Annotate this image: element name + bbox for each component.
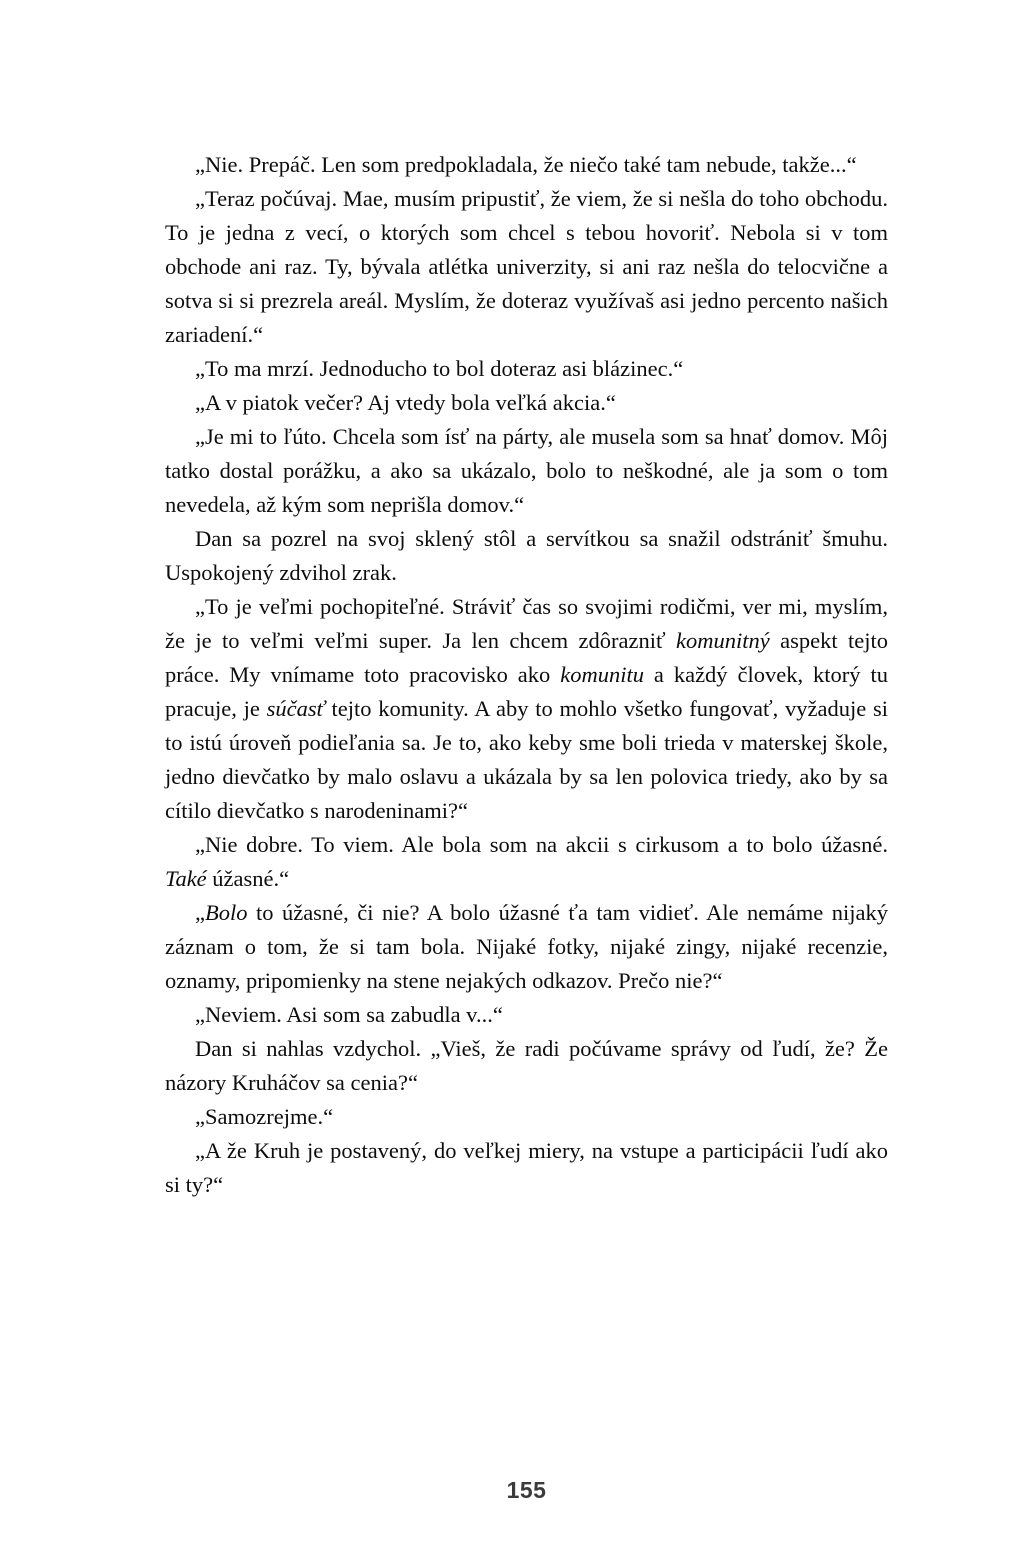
text-segment: Dan si nahlas vzdychol. „Vieš, že radi počúvame správy od ľudí, že? Že názory Kruháčov sa cenia?“ [165,1036,888,1095]
text-segment: „Nie dobre. To viem. Ale bola som na akcii s cirkusom a to bolo úžasné. [195,832,888,857]
paragraph [165,522,888,590]
paragraph [165,1032,888,1100]
italic-text: súčasť [266,696,325,721]
paragraph [165,1134,888,1202]
paragraph [165,352,888,386]
page-text [165,148,888,1202]
paragraph [165,828,888,896]
text-segment: tejto komunity. A aby to mohlo všetko fungovať, vyžaduje si to istú úroveň podieľania sa. Je to, ako keby sme boli trieda v materskej škole, jedno dievčatko by malo oslavu a ukázala by sa len polovica triedy, ako by sa cítilo dievčatko s narodeninami?“ [165,696,888,823]
italic-text: komunitný [676,628,770,653]
text-segment: „To je veľmi pochopiteľné. Stráviť čas so svojimi rodičmi, ver mi, myslím, že je to veľmi veľmi super. Ja len chcem zdôrazniť [165,594,888,653]
paragraph [165,896,888,998]
text-segment: „Nie. Prepáč. Len som predpokladala, že niečo také tam nebude, takže...“ [195,152,857,177]
italic-text: Také [165,866,207,891]
text-segment: „ [195,900,205,925]
text-segment: „Je mi to ľúto. Chcela som ísť na párty, ale musela som sa hnať domov. Môj tatko dostal porážku, a ako sa ukázalo, bolo to neškodné, ale ja som o tom nevedela, až kým som neprišla domov.“ [165,424,888,517]
text-segment: „Samozrejme.“ [195,1104,334,1129]
text-segment: „Teraz počúvaj. Mae, musím pripustiť, že viem, že si nešla do toho obchodu. To je jedna z vecí, o ktorých som chcel s tebou hovoriť. Nebola si v tom obchode ani raz. Ty, bývala atlétka univerzity, si ani raz nešla do telocvične a sotva si si prezrela areál. Myslím, že doteraz využívaš asi jedno percento našich zariadení.“ [165,186,888,347]
paragraph [165,386,888,420]
text-segment: to úžasné, či nie? A bolo úžasné ťa tam vidieť. Ale nemáme nijaký záznam o tom, že si tam bola. Nijaké fotky, nijaké zingy, nijaké recenzie, oznamy, pripomienky na stene nejakých odkazov. Prečo nie?“ [165,900,888,993]
paragraph [165,998,888,1032]
text-segment: „A v piatok večer? Aj vtedy bola veľká akcia.“ [195,390,616,415]
page-number: 155 [506,1477,547,1503]
text-segment: „A že Kruh je postavený, do veľkej miery, na vstupe a participácii ľudí ako si ty?“ [165,1138,888,1197]
italic-text: komunitu [560,662,644,687]
text-segment: Dan sa pozrel na svoj sklený stôl a servítkou sa snažil odstrániť šmuhu. Uspokojený zdvihol zrak. [165,526,888,585]
text-segment: „Neviem. Asi som sa zabudla v...“ [195,1002,503,1027]
text-segment: úžasné.“ [206,866,290,891]
paragraph [165,182,888,352]
text-segment: aspekt tejto práce. My vnímame toto pracovisko ako [165,628,888,687]
text-segment: a každý človek, ktorý tu pracuje, je [165,662,888,721]
paragraph [165,420,888,522]
italic-text: Bolo [205,900,248,925]
paragraph [165,148,888,182]
paragraph [165,590,888,828]
text-segment: „To ma mrzí. Jednoducho to bol doteraz asi blázinec.“ [195,356,684,381]
paragraph [165,1100,888,1134]
